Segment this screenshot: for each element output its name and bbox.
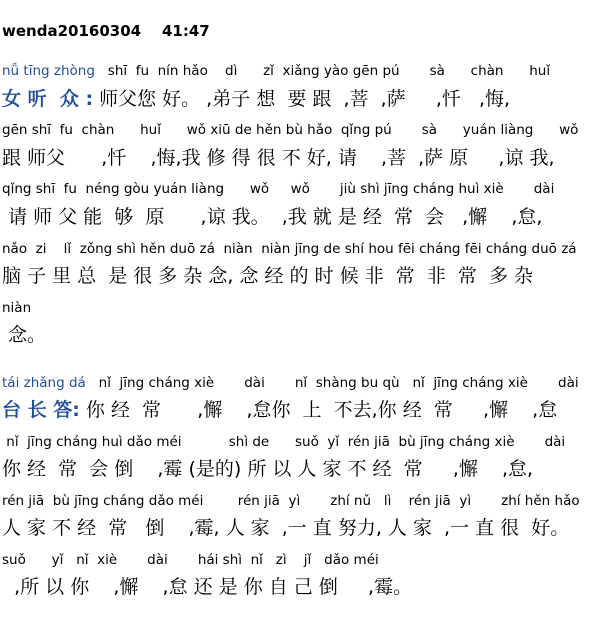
pinyin-text: shī fu nín hǎo dì zǐ xiǎng yào gēn pú sà chàn huǐ xyxy=(94,63,551,79)
pinyin-line: gēn shī fu chàn huǐ wǒ xiū de hěn bù hǎo qǐng pú sà yuán liàng wǒ xyxy=(2,122,579,138)
pinyin-line: nǎo zi lǐ zǒng shì hěn duō zá niàn niàn jīng de shí hou fēi cháng fēi cháng duō zá xyxy=(2,241,577,257)
pinyin-line: nǐ jīng cháng huì dǎo méi shì de suǒ yǐ rén jiā bù jīng cháng xiè dài xyxy=(2,434,566,450)
chinese-line: 你 经 常 会 倒 ,霉 (是的) 所 以 人 家 不 经 常 ,懈 ,怠, xyxy=(2,458,534,480)
pinyin-line: niàn xyxy=(2,300,32,316)
pinyin-line xyxy=(2,375,579,391)
chinese-line: 脑 子 里 总 是 很 多 杂 念, 念 经 的 时 候 非 常 非 常 多 杂 xyxy=(2,265,533,287)
speaker-pinyin: tái zhǎng dá xyxy=(2,375,86,391)
speaker-pinyin: nǚ tīng zhòng xyxy=(2,63,95,79)
chinese-line xyxy=(2,395,557,422)
pinyin-line: suǒ yǐ nǐ xiè dài hái shì nǐ zì jǐ dǎo méi xyxy=(2,552,379,568)
pinyin-text: nǐ jīng cháng xiè dài nǐ shàng bu qù nǐ jīng cháng xiè dài xyxy=(85,375,579,391)
chinese-line: 跟 师父 ,忏 ,悔,我 修 得 很 不 好, 请 ,菩 ,萨 原 ,谅 我, xyxy=(2,147,555,169)
chinese-line: 请 师 父 能 够 原 ,谅 我。 ,我 就 是 经 常 会 ,懈 ,怠, xyxy=(2,206,543,228)
chinese-line: 念。 xyxy=(2,324,47,346)
chinese-line: 人 家 不 经 常 倒 ,霉, 人 家 ,一 直 努力, 人 家 ,一 直 很 好。 xyxy=(2,517,570,539)
pinyin-line: rén jiā bù jīng cháng dǎo méi rén jiā yì zhí nǔ lì rén jiā yì zhí hěn hǎo xyxy=(2,493,580,509)
chinese-line xyxy=(2,84,510,111)
document-header: wenda20160304 41:47 xyxy=(2,22,210,40)
chinese-text: 师父您 好。 ,弟子 想 要 跟 ,菩 ,萨 ,忏 ,悔, xyxy=(93,88,511,110)
speaker-label: 台 长 答: xyxy=(2,399,80,421)
pinyin-line: qǐng shī fu néng gòu yuán liàng wǒ wǒ jiù shì jīng cháng huì xiè dài xyxy=(2,181,555,197)
pinyin-line xyxy=(2,63,550,79)
speaker-label: 女 听 众 : xyxy=(2,88,94,110)
chinese-text: 你 经 常 ,懈 ,怠你 上 不去,你 经 常 ,懈 ,怠 xyxy=(79,399,558,421)
chinese-line: ,所 以 你 ,懈 ,怠 还 是 你 自 己 倒 ,霉。 xyxy=(2,576,413,598)
